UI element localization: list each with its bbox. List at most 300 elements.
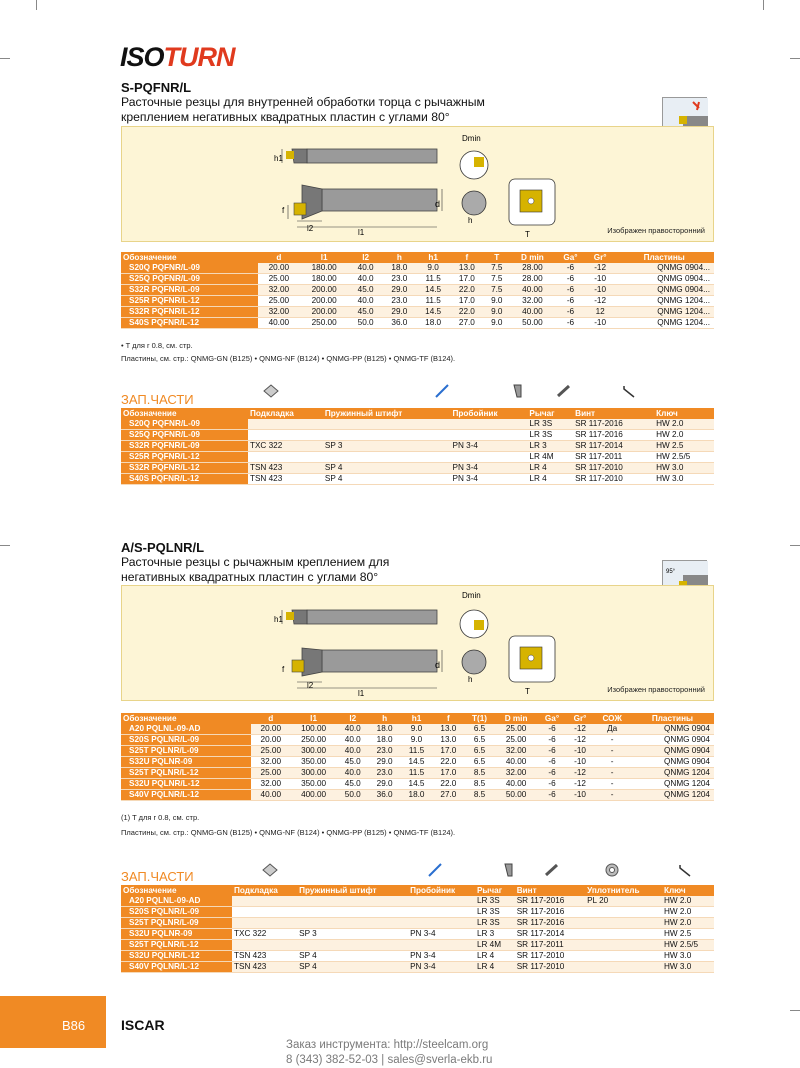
table-cell — [232, 918, 297, 929]
table-cell — [585, 907, 662, 918]
item-code: S32R PQFNR/L-12 — [121, 307, 258, 318]
table-cell: SR 117-2011 — [573, 452, 654, 463]
column-header: Подкладка — [232, 885, 297, 896]
table-cell: SR 117-2014 — [515, 929, 585, 940]
table-cell: PN 3-4 — [408, 929, 475, 940]
column-header: D min — [510, 252, 555, 263]
table-cell: 25.00 — [251, 746, 290, 757]
table-cell: LR 4 — [527, 474, 573, 485]
table-cell: 17.0 — [432, 768, 464, 779]
table-cell: SR 117-2014 — [573, 441, 654, 452]
table-cell: SR 117-2016 — [573, 430, 654, 441]
table-cell: 18.0 — [416, 318, 450, 329]
table-cell: 27.0 — [432, 790, 464, 801]
item-code: S20Q PQFNR/L-09 — [121, 419, 248, 430]
table-cell: 23.0 — [369, 746, 401, 757]
table-row — [121, 790, 714, 801]
table-cell: 40.00 — [251, 790, 290, 801]
table-cell — [585, 962, 662, 973]
table-cell: -6 — [537, 757, 566, 768]
table-cell: 300.00 — [290, 768, 336, 779]
crop-mark — [0, 58, 10, 59]
table-cell — [248, 419, 323, 430]
table-cell — [585, 940, 662, 951]
table-cell: 23.0 — [382, 274, 416, 285]
section2-spare-table — [121, 885, 714, 973]
table-cell: 9.0 — [416, 263, 450, 274]
lever-icon — [500, 862, 518, 878]
table-cell: PN 3-4 — [408, 951, 475, 962]
section1-desc-line1: Расточные резцы для внутренней обработки торца с рычажным — [121, 95, 485, 109]
table-cell: QNMG 0904... — [614, 263, 714, 274]
table-cell: -12 — [567, 779, 594, 790]
column-header: d — [251, 713, 290, 724]
table-cell: SP 4 — [323, 474, 451, 485]
table-cell: SR 117-2010 — [515, 962, 585, 973]
table-cell: -10 — [567, 790, 594, 801]
table-cell: LR 4M — [475, 940, 515, 951]
item-code: A20 PQLNL-09-AD — [121, 724, 251, 735]
table-cell: -12 — [586, 263, 615, 274]
table-cell: -10 — [586, 285, 615, 296]
table-cell: -12 — [567, 724, 594, 735]
table-cell: LR 4M — [527, 452, 573, 463]
table-cell: 29.0 — [382, 307, 416, 318]
table-row — [121, 929, 714, 940]
table-cell: HW 2.0 — [662, 907, 714, 918]
table-cell: PN 3-4 — [451, 463, 528, 474]
crop-mark — [763, 0, 764, 10]
column-header: Обозначение — [121, 885, 232, 896]
table-cell: 9.0 — [401, 735, 433, 746]
table-cell: 32.00 — [251, 779, 290, 790]
table-cell: 18.0 — [369, 735, 401, 746]
section1-diagram — [121, 126, 714, 242]
table-cell — [408, 896, 475, 907]
table-cell: PN 3-4 — [451, 441, 528, 452]
dim-h: h — [468, 675, 473, 684]
column-header: Пружинный штифт — [323, 408, 451, 419]
table-cell: - — [593, 779, 630, 790]
item-code: S40S PQFNR/L-12 — [121, 474, 248, 485]
table-cell: - — [593, 746, 630, 757]
table-cell: LR 4 — [475, 951, 515, 962]
table-cell: 8.5 — [464, 768, 494, 779]
column-header: D min — [495, 713, 538, 724]
dim-dmin: Dmin — [462, 134, 481, 143]
table-cell: -12 — [567, 735, 594, 746]
table-cell: 200.00 — [300, 307, 349, 318]
table-cell: 50.00 — [510, 318, 555, 329]
table-cell: 11.5 — [401, 768, 433, 779]
section2-desc-line1: Расточные резцы с рычажным креплением для — [121, 555, 390, 569]
item-code: S40V PQLNR/L-12 — [121, 790, 251, 801]
table-row — [121, 951, 714, 962]
section2-description — [121, 555, 541, 585]
table-row — [121, 441, 714, 452]
table-cell — [585, 951, 662, 962]
column-header: h1 — [416, 252, 450, 263]
table-cell: -6 — [555, 274, 586, 285]
item-code: S25R PQFNR/L-12 — [121, 296, 258, 307]
table-cell: 13.0 — [432, 735, 464, 746]
column-header: f — [432, 713, 464, 724]
table-row — [121, 907, 714, 918]
table-cell: HW 2.5/5 — [662, 940, 714, 951]
lever-icon — [509, 383, 527, 399]
column-header: f — [450, 252, 484, 263]
crop-mark — [790, 58, 800, 59]
table-cell — [297, 907, 408, 918]
table-cell: 45.0 — [349, 285, 383, 296]
section2-spare-title: ЗАП.ЧАСТИ — [121, 869, 194, 884]
table-row — [121, 896, 714, 907]
column-header: l2 — [337, 713, 369, 724]
item-code: S32R PQFNR/L-09 — [121, 441, 248, 452]
column-header: Рычаг — [527, 408, 573, 419]
table-cell: TSN 423 — [248, 463, 323, 474]
table-row — [121, 940, 714, 951]
punch-icon — [433, 383, 451, 399]
table-cell: -6 — [537, 735, 566, 746]
table-cell — [232, 907, 297, 918]
table-cell: 27.0 — [450, 318, 484, 329]
table-cell: -10 — [567, 746, 594, 757]
table-cell — [297, 940, 408, 951]
table-cell: 50.0 — [349, 318, 383, 329]
item-code: S20Q PQFNR/L-09 — [121, 263, 258, 274]
footer-page-band — [0, 996, 106, 1048]
table-cell: 250.00 — [300, 318, 349, 329]
table-cell: 29.0 — [382, 285, 416, 296]
table-cell: -12 — [586, 296, 615, 307]
item-code: S32U PQLNR-09 — [121, 757, 251, 768]
table-cell: 11.5 — [401, 746, 433, 757]
column-header: Подкладка — [248, 408, 323, 419]
column-header: Винт — [515, 885, 585, 896]
table-row — [121, 274, 714, 285]
table-cell: QNMG 0904 — [631, 724, 714, 735]
table-cell — [451, 430, 528, 441]
section2-code: A/S-PQLNR/L — [121, 540, 205, 555]
item-code: S20S PQLNR/L-09 — [121, 735, 251, 746]
column-header: Пробойник — [451, 408, 528, 419]
table-row — [121, 768, 714, 779]
table-cell: 50.00 — [495, 790, 538, 801]
table-cell: 7.5 — [484, 274, 510, 285]
seal-icon — [603, 862, 621, 878]
dim-l1: l1 — [358, 228, 365, 237]
table-cell: SP 3 — [297, 929, 408, 940]
table-cell: 22.0 — [432, 779, 464, 790]
key-icon — [620, 383, 638, 399]
item-code: S32R PQFNR/L-09 — [121, 285, 258, 296]
brand-name: ISCAR — [121, 1017, 165, 1033]
table-cell — [408, 918, 475, 929]
table-cell: 18.0 — [369, 724, 401, 735]
table-cell: 32.00 — [495, 768, 538, 779]
item-code: S32U PQLNR/L-12 — [121, 779, 251, 790]
table-cell: 350.00 — [290, 757, 336, 768]
table-cell: QNMG 1204 — [631, 779, 714, 790]
table-cell: 20.00 — [258, 263, 299, 274]
table-cell: -6 — [555, 263, 586, 274]
crop-mark — [36, 0, 37, 10]
item-code: S32R PQFNR/L-12 — [121, 463, 248, 474]
column-header: Ключ — [654, 408, 714, 419]
section1-note-t: • T для r 0.8, см. стр. — [121, 341, 193, 350]
order-contacts: 8 (343) 382-52-03 | sales@sverla-ekb.ru — [286, 1054, 493, 1066]
page-number: B86 — [62, 1018, 86, 1033]
dim-dmin: Dmin — [462, 591, 481, 600]
table-cell: 25.00 — [495, 735, 538, 746]
table-cell: TSN 423 — [248, 474, 323, 485]
table-row — [121, 285, 714, 296]
table-cell — [585, 918, 662, 929]
table-cell: 250.00 — [290, 735, 336, 746]
diagram-caption: Изображен правосторонний — [607, 685, 705, 694]
table-cell: HW 2.0 — [662, 918, 714, 929]
table-cell: -6 — [555, 318, 586, 329]
column-header: h — [382, 252, 416, 263]
table-cell: 22.0 — [450, 307, 484, 318]
table-cell: 14.5 — [401, 779, 433, 790]
table-cell: 32.00 — [258, 307, 299, 318]
table-cell: 40.0 — [337, 746, 369, 757]
table-row — [121, 779, 714, 790]
table-cell: 17.0 — [450, 296, 484, 307]
table-row — [121, 962, 714, 973]
column-header: СОЖ — [593, 713, 630, 724]
table-cell — [323, 430, 451, 441]
table-cell: 32.00 — [495, 746, 538, 757]
table-row — [121, 296, 714, 307]
table-row — [121, 757, 714, 768]
table-row — [121, 452, 714, 463]
table-row — [121, 263, 714, 274]
column-header: Уплотнитель — [585, 885, 662, 896]
table-cell: 180.00 — [300, 274, 349, 285]
column-header: Gr° — [586, 252, 615, 263]
table-row — [121, 430, 714, 441]
table-cell: 29.0 — [369, 779, 401, 790]
section2-note-inserts: Пластины, см. стр.: QNMG-GN (B125) • QNMG-NF (B124) • QNMG-PP (B125) • QNMG-TF (B124). — [121, 828, 456, 837]
table-cell: QNMG 0904 — [631, 735, 714, 746]
table-cell: QNMG 1204... — [614, 296, 714, 307]
table-cell: HW 3.0 — [654, 474, 714, 485]
table-cell — [297, 896, 408, 907]
table-row — [121, 746, 714, 757]
table-cell: 32.00 — [251, 757, 290, 768]
dim-t: T — [525, 230, 530, 239]
item-code: S25Q PQFNR/L-09 — [121, 430, 248, 441]
table-cell: 11.5 — [416, 274, 450, 285]
table-cell: -6 — [537, 790, 566, 801]
column-header: Рычаг — [475, 885, 515, 896]
column-header: Винт — [573, 408, 654, 419]
table-cell: 13.0 — [432, 724, 464, 735]
dim-f: f — [282, 665, 285, 674]
table-cell: LR 4 — [527, 463, 573, 474]
table-cell: HW 2.5 — [662, 929, 714, 940]
table-cell: 17.0 — [450, 274, 484, 285]
table-cell: 23.0 — [382, 296, 416, 307]
table-cell: SP 4 — [297, 962, 408, 973]
column-header: T(1) — [464, 713, 494, 724]
section1-spare-table — [121, 408, 714, 485]
column-header: h — [369, 713, 401, 724]
table-cell: 20.00 — [251, 724, 290, 735]
table-cell: 6.5 — [464, 746, 494, 757]
table-cell: 40.0 — [349, 263, 383, 274]
table-cell: 17.0 — [432, 746, 464, 757]
table-cell: 40.0 — [337, 735, 369, 746]
table-cell: -12 — [567, 768, 594, 779]
item-code: A20 PQLNL-09-AD — [121, 896, 232, 907]
table-cell: 9.0 — [484, 296, 510, 307]
table-cell: QNMG 0904... — [614, 285, 714, 296]
shim-icon — [261, 862, 279, 878]
table-cell: PN 3-4 — [408, 962, 475, 973]
table-cell: 14.5 — [401, 757, 433, 768]
column-header: Gr° — [567, 713, 594, 724]
column-header: h1 — [401, 713, 433, 724]
table-cell — [451, 452, 528, 463]
item-code: S40V PQLNR/L-12 — [121, 962, 232, 973]
table-cell: HW 3.0 — [654, 463, 714, 474]
table-cell: LR 3S — [475, 918, 515, 929]
table-cell: 32.00 — [510, 296, 555, 307]
table-cell: 25.00 — [251, 768, 290, 779]
table-cell: 29.0 — [369, 757, 401, 768]
table-cell: TSN 423 — [232, 951, 297, 962]
table-cell: HW 3.0 — [662, 962, 714, 973]
table-cell: SP 4 — [323, 463, 451, 474]
table-cell: 25.00 — [258, 274, 299, 285]
screw-icon — [555, 383, 573, 399]
table-cell: SP 4 — [297, 951, 408, 962]
item-code: S20S PQLNR/L-09 — [121, 907, 232, 918]
table-cell — [585, 929, 662, 940]
table-cell: QNMG 1204... — [614, 318, 714, 329]
table-cell: QNMG 0904 — [631, 757, 714, 768]
table-cell: 13.0 — [450, 263, 484, 274]
table-cell: 40.00 — [495, 757, 538, 768]
table-cell: 22.0 — [432, 757, 464, 768]
table-cell: 40.0 — [349, 274, 383, 285]
dim-f: f — [282, 206, 285, 215]
table-cell: HW 2.0 — [654, 430, 714, 441]
table-cell: LR 3S — [527, 430, 573, 441]
table-cell: TXC 322 — [232, 929, 297, 940]
column-header: Пружинный штифт — [297, 885, 408, 896]
dim-l1: l1 — [358, 689, 365, 698]
table-cell: HW 2.5/5 — [654, 452, 714, 463]
table-cell: 400.00 — [290, 790, 336, 801]
table-cell: 40.00 — [510, 285, 555, 296]
item-code: S32U PQLNR-09 — [121, 929, 232, 940]
table-cell: 200.00 — [300, 285, 349, 296]
table-cell: QNMG 1204... — [614, 307, 714, 318]
table-cell: 40.0 — [349, 296, 383, 307]
table-cell: SR 117-2016 — [515, 907, 585, 918]
item-code: S25T PQLNR/L-12 — [121, 768, 251, 779]
dim-h1: h1 — [274, 154, 283, 163]
crop-mark — [790, 1010, 800, 1011]
column-header: Пластины — [631, 713, 714, 724]
column-header: T — [484, 252, 510, 263]
table-cell: 8.5 — [464, 779, 494, 790]
table-cell: SR 117-2010 — [515, 951, 585, 962]
table-cell: 6.5 — [464, 724, 494, 735]
dim-l2: l2 — [307, 681, 314, 690]
table-cell: 25.00 — [495, 724, 538, 735]
column-header: Обозначение — [121, 713, 251, 724]
table-row — [121, 918, 714, 929]
table-cell: PL 20 — [585, 896, 662, 907]
table-cell: TSN 423 — [232, 962, 297, 973]
table-cell: Да — [593, 724, 630, 735]
dim-d: d — [435, 660, 441, 670]
table-cell: - — [593, 790, 630, 801]
table-cell: HW 2.0 — [654, 419, 714, 430]
dim-l2: l2 — [307, 224, 314, 233]
column-header: Gа° — [555, 252, 586, 263]
dim-d: d — [435, 199, 441, 209]
crop-mark — [0, 545, 10, 546]
table-cell: 6.5 — [464, 735, 494, 746]
table-cell: 7.5 — [484, 263, 510, 274]
table-cell: 40.0 — [337, 768, 369, 779]
item-code: S25R PQFNR/L-12 — [121, 452, 248, 463]
item-code: S25T PQLNR/L-09 — [121, 918, 232, 929]
table-cell: 300.00 — [290, 746, 336, 757]
table-cell: 8.5 — [464, 790, 494, 801]
table-cell: 20.00 — [251, 735, 290, 746]
angle-label: 95° — [666, 569, 676, 575]
table-cell: 18.0 — [401, 790, 433, 801]
table-cell: 28.00 — [510, 274, 555, 285]
table-cell: HW 2.5 — [654, 441, 714, 452]
table-cell: 25.00 — [258, 296, 299, 307]
column-header: Обозначение — [121, 252, 258, 263]
table-cell: -10 — [586, 318, 615, 329]
table-cell: LR 3 — [475, 929, 515, 940]
column-header: Ключ — [662, 885, 714, 896]
section1-spare-title: ЗАП.ЧАСТИ — [121, 392, 194, 407]
table-cell: LR 3S — [475, 907, 515, 918]
table-cell — [297, 918, 408, 929]
table-cell: HW 3.0 — [662, 951, 714, 962]
table-cell: 40.00 — [495, 779, 538, 790]
table-row — [121, 463, 714, 474]
table-cell: 9.0 — [484, 318, 510, 329]
table-cell: 200.00 — [300, 296, 349, 307]
table-cell — [408, 907, 475, 918]
section2-desc-line2: негативных квадратных пластин с углами 80° — [121, 570, 379, 584]
table-cell: SR 117-2016 — [573, 419, 654, 430]
section2-spec-table — [121, 713, 714, 801]
table-cell: TXC 322 — [248, 441, 323, 452]
table-cell: 180.00 — [300, 263, 349, 274]
table-cell: - — [593, 768, 630, 779]
table-cell: 12 — [586, 307, 615, 318]
table-cell — [248, 452, 323, 463]
table-cell: PN 3-4 — [451, 474, 528, 485]
section1-code: S-PQFNR/L — [121, 80, 192, 95]
table-cell: LR 3 — [527, 441, 573, 452]
table-cell: SP 3 — [323, 441, 451, 452]
